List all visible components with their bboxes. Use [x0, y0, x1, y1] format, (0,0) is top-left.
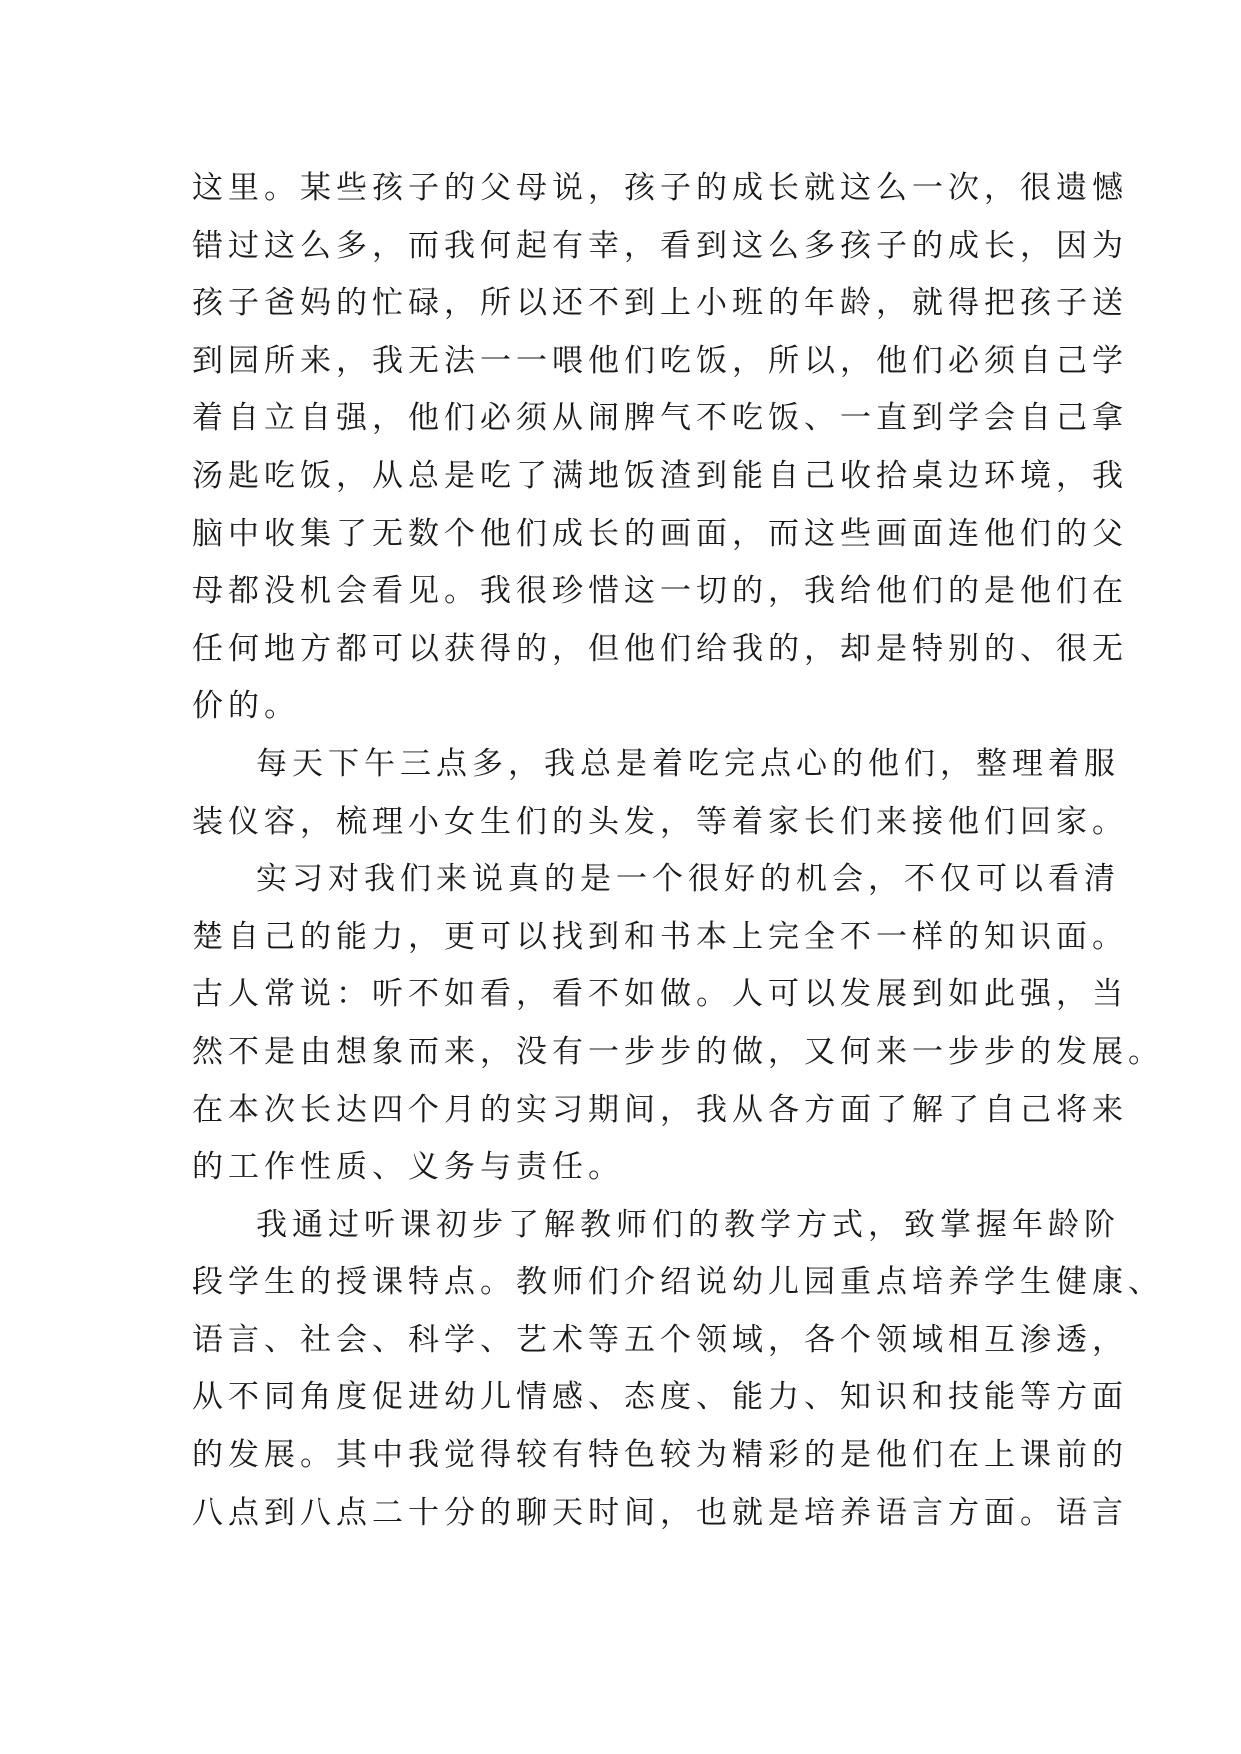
text-line: 任何地方都可以获得的，但他们给我的，却是特别的、很无 [192, 630, 1128, 667]
text-line: 孩子爸妈的忙碌，所以还不到上小班的年龄，就得把孩子送 [192, 285, 1128, 322]
document-body [192, 160, 1164, 1542]
text-line: 我通过听课初步了解教师们的教学方式，致掌握年龄阶 [256, 1206, 1120, 1243]
paragraph-1 [192, 160, 1128, 736]
text-line: 错过这么多，而我何起有幸，看到这么多孩子的成长，因为 [192, 227, 1128, 264]
text-line: 脑中收集了无数个他们成长的画面，而这些画面连他们的父 [192, 515, 1128, 552]
paragraph-2 [192, 736, 1128, 851]
text-line: 从不同角度促进幼儿情感、态度、能力、知识和技能等方面 [192, 1379, 1128, 1416]
text-line: 古人常说：听不如看，看不如做。人可以发展到如此强，当 [192, 976, 1128, 1013]
text-line: 在本次长达四个月的实习期间，我从各方面了解了自己将来 [192, 1091, 1128, 1128]
text-line: 语言、社会、科学、艺术等五个领域，各个领域相互渗透， [192, 1321, 1128, 1358]
text-line: 这里。某些孩子的父母说，孩子的成长就这么一次，很遗憾 [192, 170, 1128, 206]
paragraph-4 [192, 1197, 1164, 1543]
text-line: 装仪容，梳理小女生们的头发，等着家长们来接他们回家。 [192, 803, 1128, 840]
text-line: 然不是由想象而来，没有一步步的做，又何来一步步的发展。 [192, 1033, 1164, 1070]
text-line: 八点到八点二十分的聊天时间，也就是培养语言方面。语言 [192, 1494, 1128, 1531]
text-line: 价的。 [192, 688, 300, 725]
text-line: 的发展。其中我觉得较有特色较为精彩的是他们在上课前的 [192, 1437, 1128, 1474]
text-line: 楚自己的能力，更可以找到和书本上完全不一样的知识面。 [192, 918, 1128, 955]
paragraph-3 [192, 851, 1164, 1197]
text-line: 汤匙吃饭，从总是吃了满地饭渣到能自己收拾桌边环境，我 [192, 457, 1128, 494]
text-line: 每天下午三点多，我总是着吃完点心的他们，整理着服 [256, 745, 1120, 782]
text-line: 到园所来，我无法一一喂他们吃饭，所以，他们必须自己学 [192, 342, 1128, 379]
text-line: 段学生的授课特点。教师们介绍说幼儿园重点培养学生健康、 [192, 1264, 1164, 1301]
text-line: 母都没机会看见。我很珍惜这一切的，我给他们的是他们在 [192, 573, 1128, 610]
text-line: 实习对我们来说真的是一个很好的机会，不仅可以看清 [256, 861, 1120, 898]
text-line: 的工作性质、义务与责任。 [192, 1149, 624, 1186]
text-line: 着自立自强，他们必须从闹脾气不吃饭、一直到学会自己拿 [192, 400, 1128, 437]
